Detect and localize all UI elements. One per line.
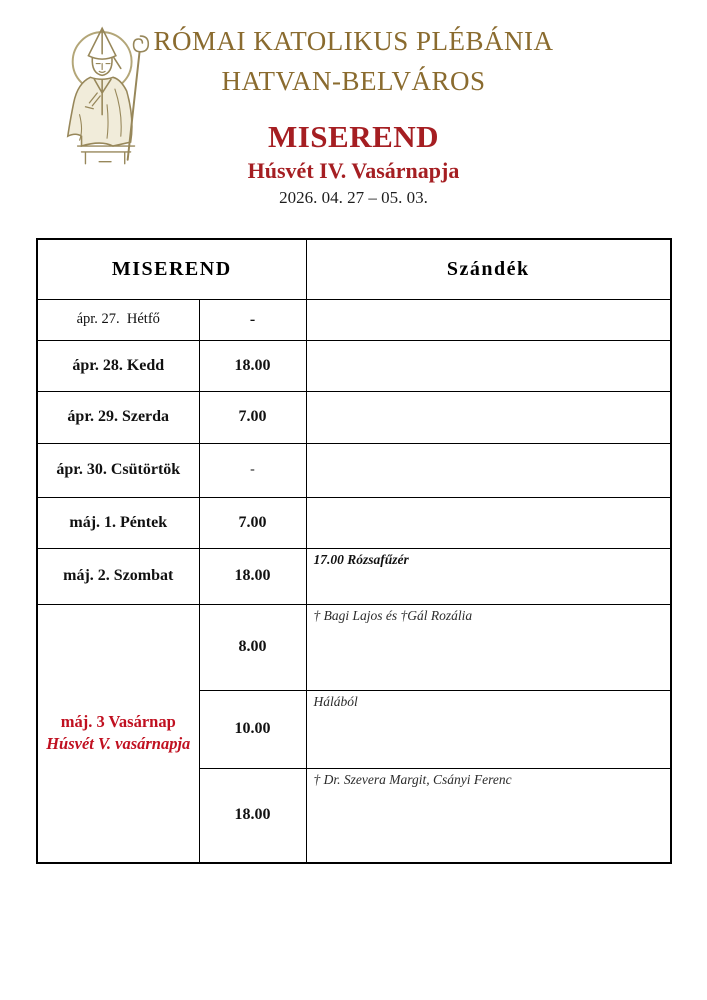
intention-cell: † Dr. Szevera Margit, Csányi Ferenc (306, 768, 671, 863)
time-cell: 10.00 (199, 690, 306, 768)
sunday-day-line2: Húsvét V. vasárnapja (46, 734, 191, 754)
page-title: MISEREND (267, 119, 440, 154)
parish-name-line2: HATVAN-BELVÁROS (221, 65, 486, 96)
intention-column-header: Szándék (306, 239, 671, 299)
page-subtitle: Húsvét IV. Vasárnapja (247, 158, 460, 183)
sunday-day-cell (37, 604, 199, 863)
table-row-monday (37, 299, 671, 340)
intention-cell (306, 299, 671, 340)
time-cell: 18.00 (199, 340, 306, 391)
sunday-day-line1: máj. 3 Vasárnap (60, 711, 176, 731)
time-cell: 7.00 (199, 497, 306, 548)
time-cell: 7.00 (199, 391, 306, 443)
intention-cell (306, 497, 671, 548)
table-row-tuesday (37, 340, 671, 391)
schedule-column-header: MISEREND (37, 239, 306, 299)
time-cell: 18.00 (199, 768, 306, 863)
day-cell: máj. 2. Szombat (37, 548, 199, 604)
day-cell: ápr. 30. Csütörtök (37, 443, 199, 497)
time-cell: - (199, 299, 306, 340)
parish-name-line1: RÓMAI KATOLIKUS PLÉBÁNIA (153, 26, 554, 56)
time-cell: 8.00 (199, 604, 306, 690)
intention-cell: 17.00 Rózsafűzér (306, 548, 671, 604)
day-cell: ápr. 27. Hétfő (37, 299, 199, 340)
intention-cell (306, 443, 671, 497)
time-cell: - (199, 443, 306, 497)
table-row-sunday-mass-1 (37, 604, 671, 690)
table-row-friday (37, 497, 671, 548)
intention-cell (306, 391, 671, 443)
intention-cell: Hálából (306, 690, 671, 768)
day-cell: máj. 1. Péntek (37, 497, 199, 548)
day-cell: ápr. 28. Kedd (37, 340, 199, 391)
mass-schedule-table (36, 238, 672, 864)
date-range: 2026. 04. 27 – 05. 03. (279, 188, 428, 207)
time-cell: 18.00 (199, 548, 306, 604)
table-row-thursday (37, 443, 671, 497)
table-row-wednesday (37, 391, 671, 443)
intention-cell (306, 340, 671, 391)
intention-cell: † Bagi Lajos és †Gál Rozália (306, 604, 671, 690)
parish-name (0, 22, 707, 102)
day-cell: ápr. 29. Szerda (37, 391, 199, 443)
table-header-row (37, 239, 671, 299)
table-row-saturday (37, 548, 671, 604)
